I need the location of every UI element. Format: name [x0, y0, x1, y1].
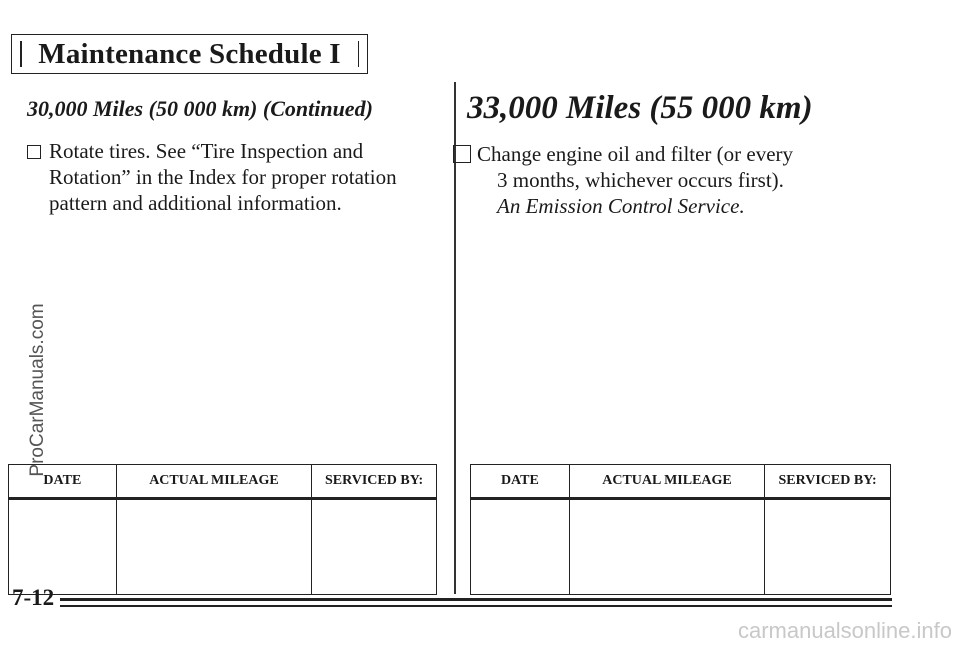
- mileage-entry-cell[interactable]: [116, 499, 311, 595]
- serviced-by-entry-cell[interactable]: [765, 499, 891, 595]
- page-title: Maintenance Schedule I: [38, 38, 341, 70]
- right-item-line-1: Change engine oil and filter (or every: [453, 141, 793, 167]
- emission-control-note: An Emission Control Service.: [497, 194, 745, 218]
- page-number: 7-12: [12, 585, 55, 610]
- oil-change-item: [453, 141, 793, 219]
- date-entry-cell[interactable]: [9, 499, 117, 595]
- date-entry-cell[interactable]: [471, 499, 570, 595]
- serviced-by-entry-cell[interactable]: [312, 499, 437, 595]
- right-section-heading: 33,000 Miles (55 000 km): [467, 90, 813, 126]
- left-item-line-3: pattern and additional information.: [49, 191, 342, 215]
- page-title-box: [11, 34, 368, 74]
- rotate-tires-item: [27, 138, 397, 216]
- checkbox-icon[interactable]: [27, 145, 41, 159]
- date-header: DATE: [471, 465, 570, 499]
- actual-mileage-header: ACTUAL MILEAGE: [569, 465, 764, 499]
- right-item-line-2: 3 months, whichever occurs first).: [497, 168, 784, 192]
- bottom-watermark: carmanualsonline.info: [737, 618, 952, 643]
- footer-rule-thin: [60, 605, 892, 607]
- serviced-by-header: SERVICED BY:: [312, 465, 437, 499]
- left-item-line-1: Rotate tires. See “Tire Inspection and: [27, 138, 397, 164]
- service-record-table-right: [470, 464, 891, 595]
- mileage-entry-cell[interactable]: [569, 499, 764, 595]
- side-watermark: ProCarManuals.com: [27, 303, 48, 477]
- left-item-line-2: Rotation” in the Index for proper rotation: [49, 165, 397, 189]
- left-section-heading: 30,000 Miles (50 000 km) (Continued): [27, 96, 373, 121]
- checkbox-icon[interactable]: [453, 145, 471, 163]
- serviced-by-header: SERVICED BY:: [765, 465, 891, 499]
- service-record-table-left: [8, 464, 437, 595]
- actual-mileage-header: ACTUAL MILEAGE: [116, 465, 311, 499]
- footer-rule-thick: [60, 598, 892, 601]
- date-header: DATE: [9, 465, 117, 499]
